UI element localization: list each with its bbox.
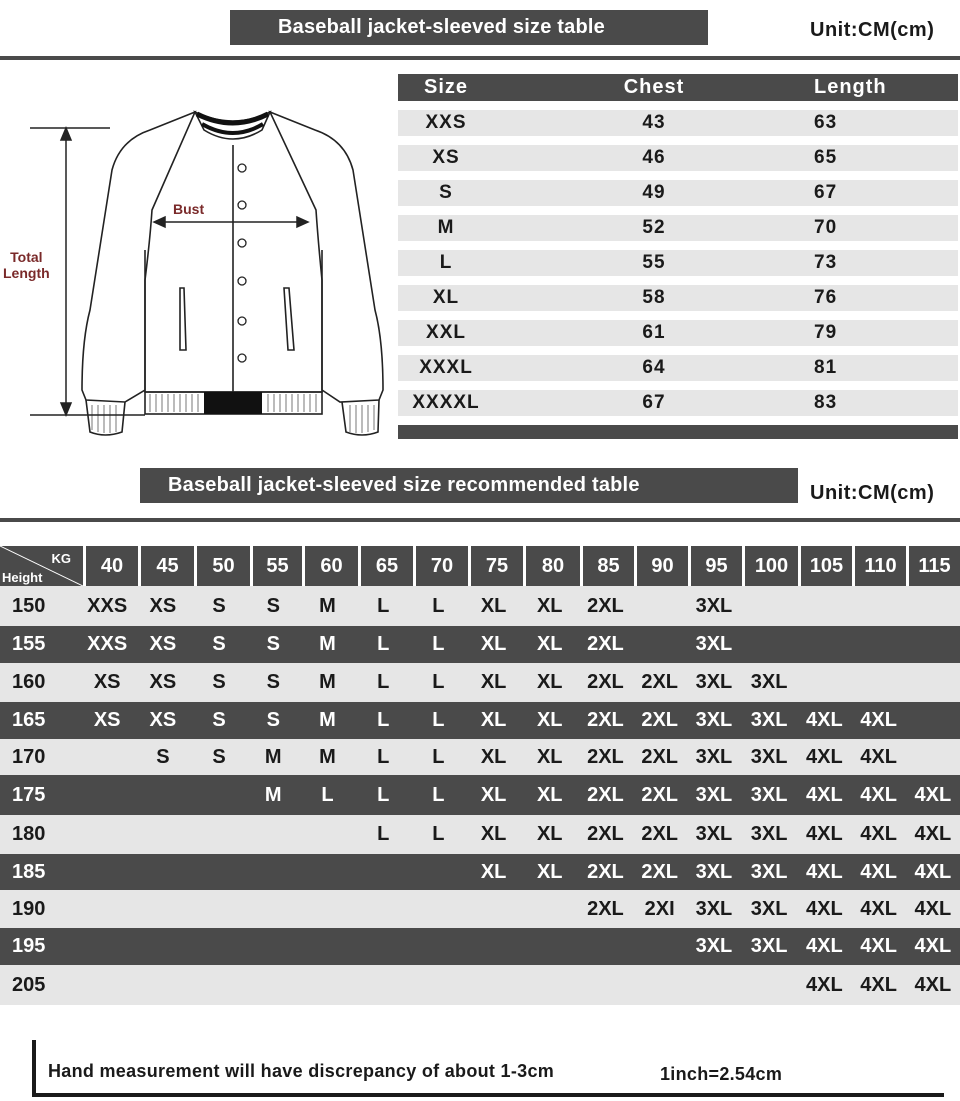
recommend-row-165	[0, 702, 960, 739]
size-table-row	[398, 180, 958, 206]
size-recommendation-cell: 3XL	[695, 897, 733, 920]
size-recommendation-cell: 4XL	[806, 745, 843, 768]
size-recommendation-cell: XL	[536, 671, 563, 693]
weight-header-115: 115	[906, 546, 960, 586]
size-recommendation-cell: XL	[536, 745, 563, 768]
height-cell: 155	[12, 633, 46, 655]
total-length-label	[3, 249, 50, 281]
size-recommendation-cell: 4XL	[860, 935, 897, 957]
length-cell: 67	[814, 182, 838, 203]
size-recommendation-cell: XL	[536, 709, 563, 731]
recommend-table-body	[0, 586, 960, 1005]
recommend-row-195	[0, 928, 960, 965]
size-recommendation-cell: XXS	[87, 633, 128, 655]
chest-cell: 52	[642, 217, 666, 238]
height-cell: 205	[12, 973, 46, 996]
size-recommendation-cell: L	[377, 823, 390, 845]
size-recommendation-cell: XL	[536, 860, 563, 883]
size-recommendation-cell: S	[266, 633, 280, 655]
weight-header-60: 60	[302, 546, 358, 586]
size-recommendation-cell: L	[321, 783, 334, 806]
size-recommendation-cell: 4XL	[860, 897, 897, 920]
size-recommendation-cell: S	[212, 671, 226, 693]
size-table-header	[398, 74, 958, 101]
height-cell: 185	[12, 860, 46, 883]
size-recommendation-cell: M	[319, 671, 336, 693]
chest-header: Chest	[623, 76, 685, 98]
size-recommendation-cell: 2XL	[587, 897, 624, 920]
size-recommendation-cell: 4XL	[860, 783, 897, 806]
size-recommendation-cell: 4XL	[914, 897, 952, 920]
total-length-label-line1: Total	[10, 249, 43, 265]
length-header: Length	[814, 76, 887, 98]
size-recommendation-cell: M	[319, 745, 336, 768]
chest-cell: 43	[642, 112, 666, 133]
size-recommendation-cell: 2XL	[641, 671, 679, 693]
recommend-table-title: Baseball jacket-sleeved size recommended table	[168, 474, 640, 496]
size-recommendation-cell: 2XL	[641, 783, 679, 806]
height-cell: 170	[12, 745, 46, 768]
size-recommendation-cell: 2XL	[587, 633, 624, 655]
size-recommendation-cell: S	[212, 709, 226, 731]
size-recommendation-cell: 3XL	[695, 935, 733, 957]
size-recommendation-cell: 3XL	[750, 745, 788, 768]
height-cell: 175	[12, 783, 46, 806]
size-recommendation-cell: XS	[93, 709, 121, 731]
size-recommendation-cell: XL	[480, 823, 507, 845]
height-weight-corner	[0, 546, 83, 586]
size-table-row	[398, 355, 958, 381]
weight-header-55: 55	[250, 546, 302, 586]
chest-cell: 46	[642, 147, 666, 168]
recommend-row-180	[0, 815, 960, 854]
size-cell: XXXL	[419, 357, 473, 378]
size-recommendation-cell: XL	[536, 783, 563, 806]
size-recommendation-cell: 3XL	[695, 823, 733, 845]
recommend-table-title-banner	[140, 468, 798, 503]
size-recommendation-cell: 4XL	[914, 973, 952, 996]
chest-cell: 64	[642, 357, 666, 378]
size-recommendation-cell: S	[266, 671, 280, 693]
size-recommendation-cell: 3XL	[750, 935, 788, 957]
size-recommendation-cell: S	[212, 594, 226, 617]
size-recommendation-cell: XL	[480, 709, 507, 731]
recommend-row-155	[0, 626, 960, 663]
weight-header-95: 95	[688, 546, 742, 586]
chest-cell: 67	[642, 392, 666, 413]
size-recommendation-cell: S	[212, 633, 226, 655]
middle-divider	[0, 518, 960, 522]
size-recommendation-cell: M	[264, 745, 282, 768]
size-cell: XL	[432, 287, 460, 308]
size-recommendation-cell: 2XL	[641, 745, 679, 768]
size-recommendation-cell: 2XL	[587, 594, 624, 617]
size-recommendation-cell: XXS	[87, 594, 128, 617]
size-recommendation-cell: 3XL	[750, 783, 788, 806]
size-recommendation-cell: S	[266, 709, 280, 731]
length-cell: 70	[814, 217, 838, 238]
size-recommendation-cell: L	[432, 783, 445, 806]
size-recommendation-cell: XL	[480, 671, 507, 693]
size-recommendation-cell: 3XL	[695, 671, 733, 693]
size-recommendation-cell: 2XL	[587, 823, 624, 845]
height-cell: 160	[12, 671, 46, 693]
size-recommendation-cell: 4XL	[806, 709, 843, 731]
recommend-row-205	[0, 965, 960, 1005]
size-cell: XS	[432, 147, 460, 168]
size-recommendation-cell: S	[156, 745, 170, 768]
size-header: Size	[423, 76, 469, 98]
recommend-row-150	[0, 586, 960, 626]
size-table-body	[398, 110, 958, 416]
weight-header-110: 110	[852, 546, 906, 586]
size-recommendation-cell: S	[212, 745, 226, 768]
size-recommendation-cell: XS	[93, 671, 121, 693]
size-recommendation-cell: L	[432, 594, 445, 617]
length-cell: 79	[814, 322, 838, 343]
size-recommendation-cell: M	[319, 633, 336, 655]
recommend-row-185	[0, 854, 960, 890]
height-cell: 165	[12, 709, 46, 731]
size-recommendation-cell: 4XL	[860, 823, 897, 845]
chest-cell: 55	[642, 252, 666, 273]
length-cell: 63	[814, 112, 838, 133]
size-cell: XXXXL	[412, 392, 480, 413]
recommend-table-unit: Unit:CM(cm)	[810, 482, 935, 504]
size-recommendation-cell: 4XL	[806, 935, 843, 957]
recommend-row-190	[0, 890, 960, 928]
size-recommendation-cell: 4XL	[806, 860, 843, 883]
size-recommendation-cell: XL	[480, 860, 507, 883]
size-cell: S	[439, 182, 453, 203]
size-recommendation-cell: 2XL	[587, 709, 624, 731]
size-recommendation-cell: XS	[149, 594, 177, 617]
size-recommendation-cell: 3XL	[695, 783, 733, 806]
size-recommendation-cell: L	[432, 671, 445, 693]
size-table-title-banner	[230, 10, 708, 45]
size-recommendation-cell: 3XL	[750, 709, 788, 731]
size-table-row	[398, 215, 958, 241]
size-recommendation-cell: 3XL	[695, 633, 733, 655]
size-recommendation-cell: 3XL	[750, 823, 788, 845]
size-recommendation-cell: 4XL	[806, 783, 843, 806]
chest-cell: 58	[642, 287, 666, 308]
size-cell: XXS	[425, 112, 467, 133]
weight-header-40: 40	[83, 546, 138, 586]
size-recommendation-cell: 4XL	[914, 783, 952, 806]
size-recommendation-cell: 4XL	[914, 935, 952, 957]
size-recommendation-cell: L	[377, 709, 390, 731]
size-recommendation-cell: 2XL	[587, 671, 624, 693]
size-recommendation-cell: XL	[480, 745, 507, 768]
size-recommendation-cell: M	[264, 783, 282, 806]
measurement-discrepancy-note: Hand measurement will have discrepancy of about 1-3cm	[48, 1061, 555, 1081]
size-recommendation-cell: M	[319, 594, 336, 617]
size-table	[398, 74, 958, 439]
size-recommendation-cell: 3XL	[695, 709, 733, 731]
size-table-row	[398, 145, 958, 171]
size-recommendation-cell: 3XL	[750, 897, 788, 920]
inch-conversion-note: 1inch=2.54cm	[660, 1064, 783, 1084]
size-recommendation-cell: XL	[480, 594, 507, 617]
size-recommendation-cell: XS	[149, 633, 177, 655]
size-recommendation-cell: XS	[149, 671, 177, 693]
size-recommendation-cell: 2XL	[587, 860, 624, 883]
size-recommendation-cell: 4XL	[806, 973, 843, 996]
size-recommendation-cell: 3XL	[695, 860, 733, 883]
size-recommendation-cell: XL	[536, 823, 563, 845]
size-recommendation-cell: 4XL	[860, 709, 897, 731]
size-recommendation-cell: 2XI	[644, 897, 675, 920]
size-recommendation-cell: 2XL	[641, 709, 679, 731]
size-recommendation-cell: M	[319, 709, 336, 731]
weight-header-65: 65	[358, 546, 413, 586]
height-cell: 195	[12, 935, 46, 957]
size-recommendation-cell: XL	[480, 783, 507, 806]
recommend-table	[0, 546, 960, 1005]
size-table-title: Baseball jacket-sleeved size table	[278, 16, 605, 38]
size-recommendation-cell: 4XL	[860, 860, 897, 883]
size-recommendation-cell: 4XL	[914, 823, 952, 845]
size-recommendation-cell: 4XL	[860, 745, 897, 768]
size-table-row	[398, 390, 958, 416]
chest-cell: 61	[642, 322, 666, 343]
size-recommendation-cell: 3XL	[695, 745, 733, 768]
recommend-row-160	[0, 663, 960, 702]
size-recommendation-cell: 4XL	[806, 823, 843, 845]
size-recommendation-cell: L	[432, 709, 445, 731]
recommend-row-175	[0, 775, 960, 815]
size-recommendation-cell: L	[377, 671, 390, 693]
size-recommendation-cell: S	[266, 594, 280, 617]
size-table-unit: Unit:CM(cm)	[810, 19, 935, 41]
size-recommendation-cell: L	[432, 633, 445, 655]
size-recommendation-cell: 2XL	[587, 783, 624, 806]
size-recommendation-cell: 4XL	[806, 897, 843, 920]
length-cell: 81	[814, 357, 838, 378]
weight-header-80: 80	[523, 546, 580, 586]
length-cell: 83	[814, 392, 838, 413]
size-recommendation-cell: L	[377, 745, 390, 768]
weight-header-105: 105	[798, 546, 852, 586]
size-recommendation-cell: L	[377, 783, 390, 806]
size-recommendation-cell: 3XL	[750, 671, 788, 693]
top-divider	[0, 56, 960, 60]
size-recommendation-cell: L	[377, 633, 390, 655]
weight-header-90: 90	[634, 546, 688, 586]
size-table-row	[398, 320, 958, 346]
weight-header-75: 75	[468, 546, 523, 586]
height-cell: 150	[12, 594, 46, 617]
weight-header-100: 100	[742, 546, 798, 586]
total-length-label-line2: Length	[3, 265, 50, 281]
size-recommendation-cell: 3XL	[695, 594, 733, 617]
size-recommendation-cell: XL	[480, 633, 507, 655]
height-cell: 190	[12, 897, 46, 920]
corner-height-label: Height	[2, 570, 43, 585]
size-recommendation-cell: L	[432, 823, 445, 845]
size-recommendation-cell: 3XL	[750, 860, 788, 883]
size-recommendation-cell: 2XL	[587, 745, 624, 768]
size-cell: L	[439, 252, 453, 273]
recommend-table-header	[0, 546, 960, 586]
size-recommendation-cell: XL	[536, 633, 563, 655]
length-cell: 76	[814, 287, 838, 308]
size-recommendation-cell: 2XL	[641, 860, 679, 883]
size-recommendation-cell: XS	[149, 709, 177, 731]
weight-header-45: 45	[138, 546, 194, 586]
bust-label: Bust	[173, 201, 205, 217]
weight-header-50: 50	[194, 546, 250, 586]
size-recommendation-cell: 4XL	[860, 973, 897, 996]
size-cell: M	[437, 217, 455, 238]
chest-cell: 49	[642, 182, 666, 203]
weight-header-85: 85	[580, 546, 634, 586]
length-cell: 65	[814, 147, 838, 168]
size-recommendation-cell: L	[432, 745, 445, 768]
size-table-row	[398, 110, 958, 136]
jacket-diagram	[0, 100, 395, 445]
length-cell: 73	[814, 252, 838, 273]
size-recommendation-cell: 2XL	[641, 823, 679, 845]
height-cell: 180	[12, 823, 46, 845]
size-cell: XXL	[426, 322, 466, 343]
recommend-row-170	[0, 739, 960, 775]
size-recommendation-cell: 4XL	[914, 860, 952, 883]
size-recommendation-cell: L	[377, 594, 390, 617]
size-table-footer-bar	[398, 425, 958, 439]
size-recommendation-cell: XL	[536, 594, 563, 617]
weight-header-70: 70	[413, 546, 468, 586]
size-table-row	[398, 250, 958, 276]
size-table-row	[398, 285, 958, 311]
corner-kg-label: KG	[51, 551, 71, 566]
